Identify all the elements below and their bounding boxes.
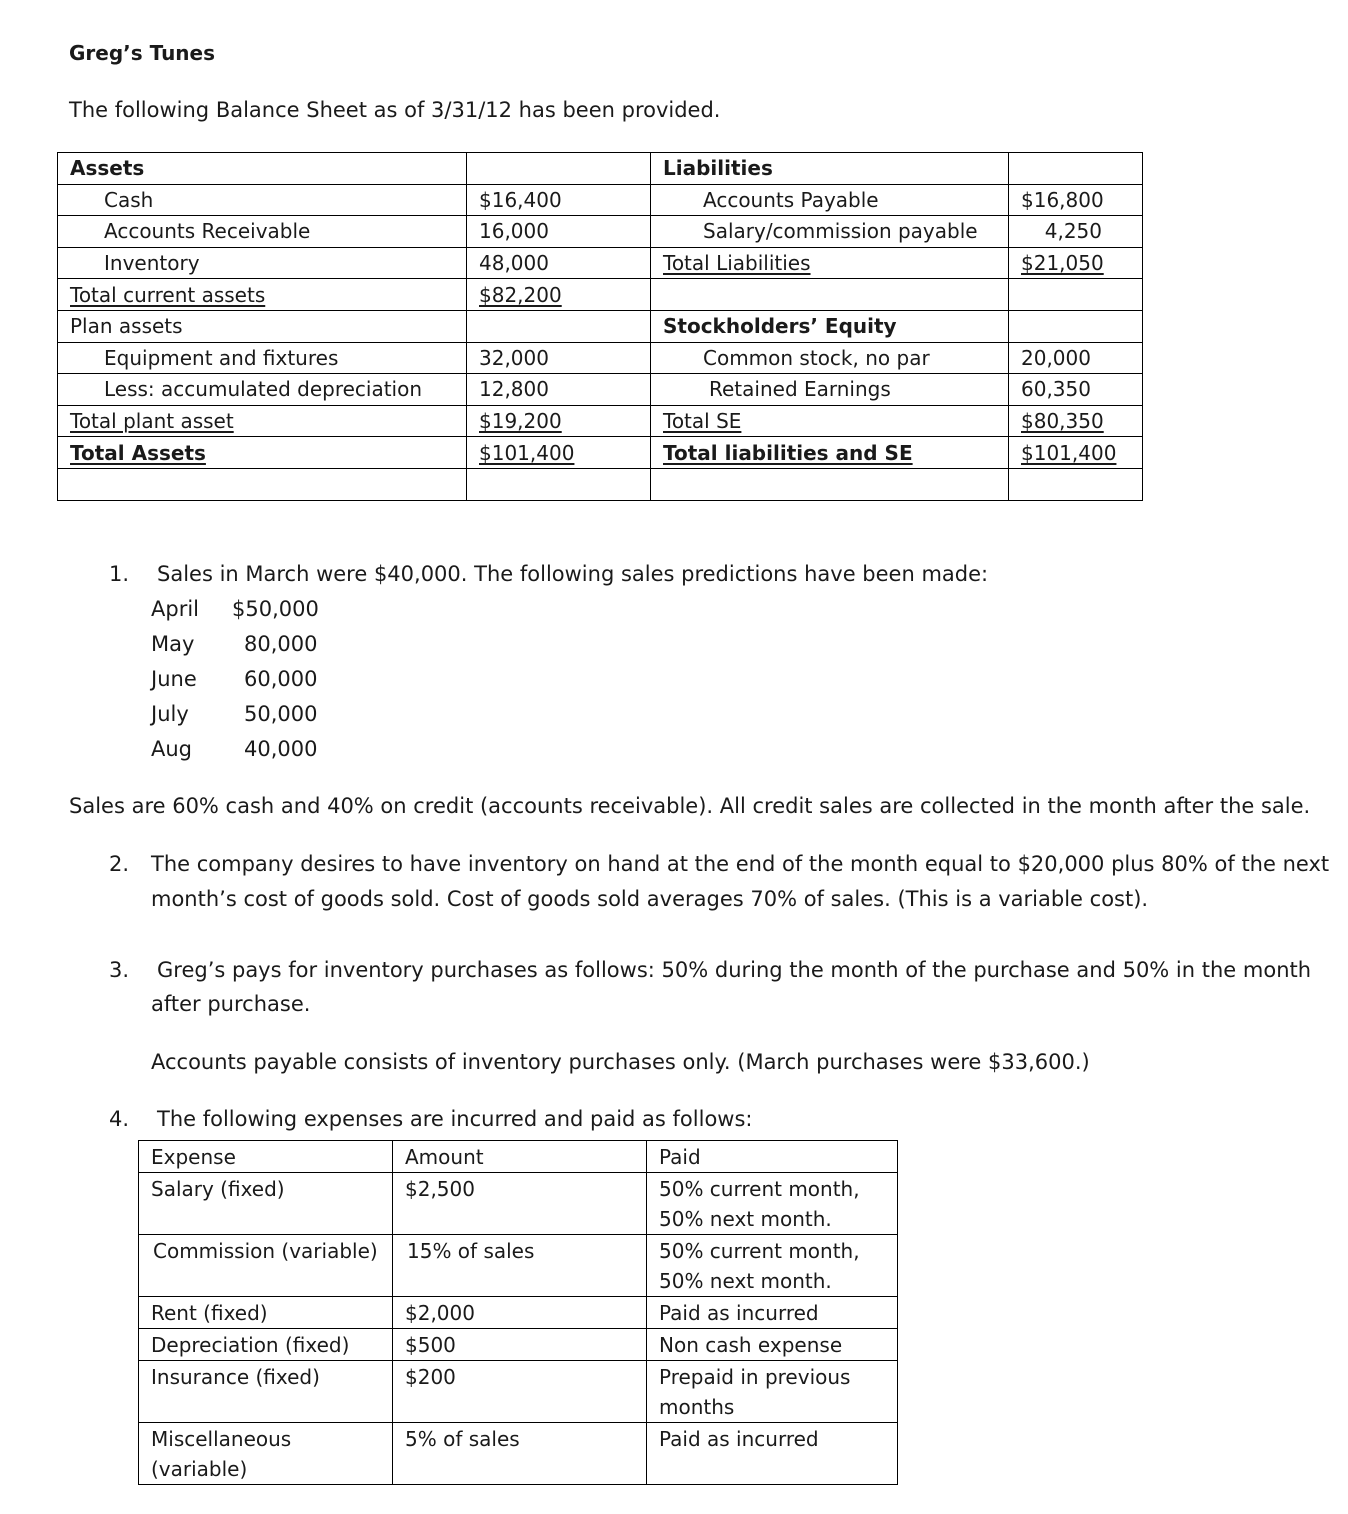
- asset-value: 32,000: [467, 342, 651, 374]
- expense-name: [139, 1423, 393, 1485]
- forecast-month: April: [151, 597, 199, 621]
- liability-value: 4,250: [1009, 216, 1143, 248]
- assets-header: Assets: [58, 153, 467, 185]
- empty-cell: [467, 310, 651, 342]
- expense-header-row: [139, 1141, 898, 1173]
- expense-name-line-2: (variable): [151, 1457, 248, 1481]
- forecast-month: May: [151, 632, 195, 656]
- item-2-line-1: The company desires to have inventory on hand at the end of the month equal to $20,000 plus 80% of the next: [151, 852, 1330, 876]
- balance-sheet-row: [58, 216, 1143, 248]
- asset-label: Cash: [58, 184, 467, 216]
- expense-paid: [647, 1173, 898, 1235]
- expense-name: Rent (fixed): [139, 1297, 393, 1329]
- item-3-line-1: Greg’s pays for inventory purchases as follows: 50% during the month of the purchase and 50% in the month: [157, 958, 1312, 982]
- total-liabilities-label: Total Liabilities: [651, 247, 1009, 279]
- intro-text: The following Balance Sheet as of 3/31/12 has been provided.: [69, 98, 721, 122]
- asset-value: $16,400: [467, 184, 651, 216]
- paid-line-2: 50% next month.: [659, 1269, 832, 1293]
- expense-paid: Paid as incurred: [647, 1297, 898, 1329]
- forecast-month: June: [151, 667, 197, 691]
- expense-amount: 5% of sales: [393, 1423, 647, 1485]
- expense-name: Depreciation (fixed): [139, 1329, 393, 1361]
- expense-name-text: Salary (fixed): [151, 1177, 285, 1201]
- expense-name: Insurance (fixed): [139, 1361, 393, 1423]
- empty-cell: [467, 468, 651, 500]
- equity-value: 60,350: [1009, 374, 1143, 406]
- empty-cell: [1009, 153, 1143, 185]
- paid-line-1: Prepaid in previous: [659, 1365, 851, 1389]
- equity-label: Common stock, no par: [651, 342, 1009, 374]
- balance-sheet-table: [57, 152, 1143, 501]
- item-3-number: 3.: [109, 958, 130, 982]
- expense-paid: Paid as incurred: [647, 1423, 898, 1485]
- item-3-line-2: after purchase.: [151, 992, 311, 1016]
- liability-label: Accounts Payable: [651, 184, 1009, 216]
- balance-sheet-row: [58, 374, 1143, 406]
- empty-cell: [1009, 310, 1143, 342]
- expense-row: [139, 1235, 898, 1297]
- item-1-text: Sales in March were $40,000. The following sales predictions have been made:: [157, 562, 989, 586]
- forecast-amount: 60,000: [244, 667, 318, 691]
- forecast-amount: $50,000: [232, 597, 319, 621]
- total-plant-asset-label: Total plant asset: [58, 405, 467, 437]
- item-3-note: Accounts payable consists of inventory purchases only. (March purchases were $33,600.): [151, 1050, 1090, 1074]
- forecast-month: Aug: [151, 737, 193, 761]
- paid-line-2: months: [659, 1395, 735, 1419]
- empty-cell: [651, 468, 1009, 500]
- stockholders-equity-header: Stockholders’ Equity: [651, 310, 1009, 342]
- paid-header: Paid: [647, 1141, 898, 1173]
- expense-paid: [647, 1235, 898, 1297]
- total-plant-asset-value: $19,200: [467, 405, 651, 437]
- expense-name: [139, 1173, 393, 1235]
- expense-table: [138, 1140, 898, 1485]
- equity-label: Retained Earnings: [651, 374, 1009, 406]
- item-4-number: 4.: [109, 1107, 130, 1131]
- asset-value: 48,000: [467, 247, 651, 279]
- total-current-assets-value: $82,200: [467, 279, 651, 311]
- balance-sheet-row: [58, 310, 1143, 342]
- total-current-assets-label: Total current assets: [58, 279, 467, 311]
- balance-sheet-header-row: [58, 153, 1143, 185]
- item-2-number: 2.: [109, 852, 130, 876]
- total-assets-value: $101,400: [467, 437, 651, 469]
- total-se-value: $80,350: [1009, 405, 1143, 437]
- plant-assets-label: Plan assets: [58, 310, 467, 342]
- expense-amount: $2,500: [393, 1173, 647, 1235]
- expense-amount: 15% of sales: [393, 1235, 647, 1297]
- paid-line-1: 50% current month,: [659, 1239, 860, 1263]
- expense-paid: [647, 1361, 898, 1423]
- total-se-label: Total SE: [651, 405, 1009, 437]
- liability-label: Salary/commission payable: [651, 216, 1009, 248]
- sales-note: Sales are 60% cash and 40% on credit (accounts receivable). All credit sales are collected in the month after the sale.: [69, 794, 1311, 818]
- page-title: Greg’s Tunes: [69, 41, 216, 65]
- liabilities-header: Liabilities: [651, 153, 1009, 185]
- total-assets-label: Total Assets: [58, 437, 467, 469]
- expense-paid: Non cash expense: [647, 1329, 898, 1361]
- expense-row: [139, 1173, 898, 1235]
- empty-cell: [651, 279, 1009, 311]
- amount-header: Amount: [393, 1141, 647, 1173]
- expense-name: [139, 1235, 393, 1297]
- item-1-number: 1.: [109, 562, 130, 586]
- expense-amount: $500: [393, 1329, 647, 1361]
- asset-label: Accounts Receivable: [58, 216, 467, 248]
- forecast-amount: 80,000: [244, 632, 318, 656]
- empty-cell: [467, 153, 651, 185]
- asset-label: Inventory: [58, 247, 467, 279]
- balance-sheet-row: [58, 279, 1143, 311]
- item-4-text: The following expenses are incurred and paid as follows:: [157, 1107, 753, 1131]
- balance-sheet-row: [58, 247, 1143, 279]
- balance-sheet-row: [58, 184, 1143, 216]
- forecast-amount: 40,000: [244, 737, 318, 761]
- forecast-amount: 50,000: [244, 702, 318, 726]
- balance-sheet-empty-row: [58, 468, 1143, 500]
- liability-value: $16,800: [1009, 184, 1143, 216]
- expense-name-text: Commission (variable): [153, 1239, 378, 1263]
- expense-row: [139, 1329, 898, 1361]
- equity-value: 20,000: [1009, 342, 1143, 374]
- item-2-line-2: month’s cost of goods sold. Cost of goods sold averages 70% of sales. (This is a variable cost).: [151, 887, 1149, 911]
- total-liabilities-value: $21,050: [1009, 247, 1143, 279]
- asset-value: 16,000: [467, 216, 651, 248]
- empty-cell: [1009, 279, 1143, 311]
- expense-row: [139, 1423, 898, 1485]
- expense-row: [139, 1361, 898, 1423]
- forecast-month: July: [151, 702, 189, 726]
- expense-name-line-1: Miscellaneous: [151, 1427, 292, 1451]
- expense-header: Expense: [139, 1141, 393, 1173]
- paid-line-2: 50% next month.: [659, 1207, 832, 1231]
- expense-amount: $200: [393, 1361, 647, 1423]
- asset-label: Less: accumulated depreciation: [58, 374, 467, 406]
- total-liabilities-and-se-value: $101,400: [1009, 437, 1143, 469]
- balance-sheet-row: [58, 342, 1143, 374]
- balance-sheet-row: [58, 437, 1143, 469]
- paid-line-1: 50% current month,: [659, 1177, 860, 1201]
- empty-cell: [1009, 468, 1143, 500]
- expense-row: [139, 1297, 898, 1329]
- asset-value: 12,800: [467, 374, 651, 406]
- asset-label: Equipment and fixtures: [58, 342, 467, 374]
- empty-cell: [58, 468, 467, 500]
- expense-amount: $2,000: [393, 1297, 647, 1329]
- total-liabilities-and-se-label: Total liabilities and SE: [651, 437, 1009, 469]
- balance-sheet-row: [58, 405, 1143, 437]
